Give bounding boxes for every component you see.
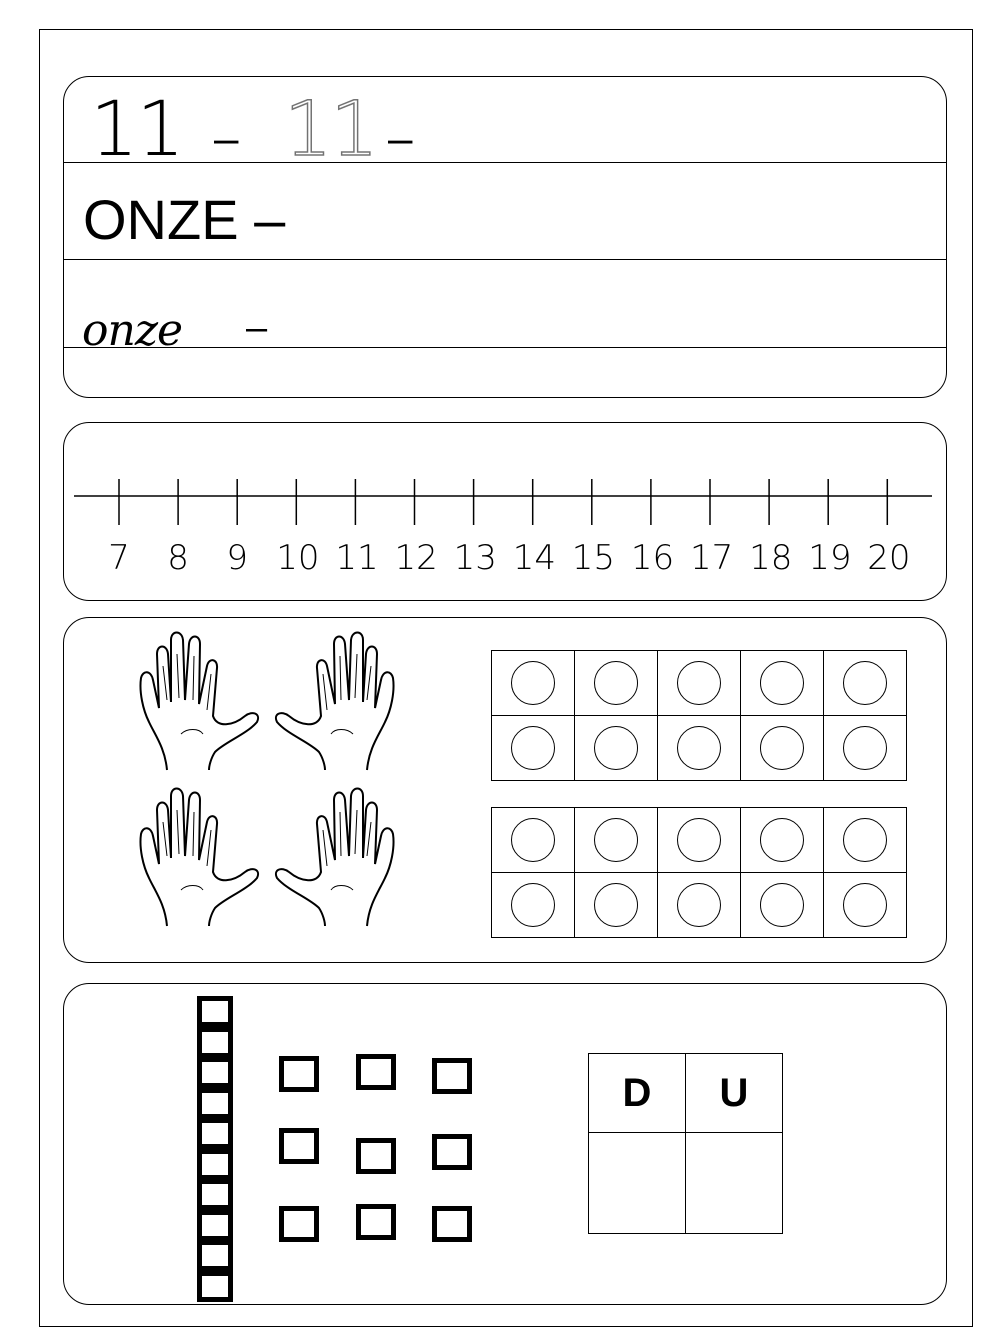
counter-circle bbox=[843, 883, 887, 927]
number-line-ticks bbox=[119, 479, 887, 525]
writing-line-2 bbox=[64, 259, 946, 260]
counter-circle bbox=[594, 883, 638, 927]
writing-line-1 bbox=[64, 162, 946, 163]
counter-circle bbox=[760, 818, 804, 862]
rod-segment bbox=[197, 1088, 233, 1119]
ten-frame-cell bbox=[824, 873, 907, 938]
numeral-dash-1: – bbox=[214, 114, 239, 163]
rod-segment bbox=[197, 1271, 233, 1302]
units-header: U bbox=[686, 1054, 783, 1133]
ten-frame-cell bbox=[741, 808, 824, 873]
counter-circle bbox=[843, 818, 887, 862]
ten-frame-2 bbox=[491, 807, 907, 938]
ten-frame-cell bbox=[575, 808, 658, 873]
ten-frame-cell bbox=[824, 716, 907, 781]
counter-circle bbox=[843, 661, 887, 705]
tick-label-9: 9 bbox=[226, 538, 248, 578]
counter-circle bbox=[677, 726, 721, 770]
tick-label-17: 17 bbox=[690, 538, 734, 578]
unit-cube bbox=[432, 1206, 472, 1242]
word-onze-cursive: onze bbox=[82, 305, 183, 356]
hand-icon-1 bbox=[140, 633, 258, 771]
tick-label-18: 18 bbox=[749, 538, 793, 578]
numeral-dash-2: – bbox=[388, 114, 413, 163]
writing-line-3 bbox=[64, 347, 946, 348]
unit-cube bbox=[356, 1054, 396, 1090]
ten-frame-cell bbox=[492, 873, 575, 938]
counter-circle bbox=[511, 883, 555, 927]
counter-circle bbox=[594, 726, 638, 770]
ten-frame-1 bbox=[491, 650, 907, 781]
rod-segment bbox=[197, 1240, 233, 1271]
tick-label-20: 20 bbox=[867, 538, 911, 578]
unit-cube bbox=[279, 1206, 319, 1242]
ten-frame-cell bbox=[492, 651, 575, 716]
tick-label-11: 11 bbox=[335, 538, 379, 578]
counter-circle bbox=[677, 661, 721, 705]
ten-frame-cell bbox=[824, 651, 907, 716]
units-answer-cell[interactable] bbox=[686, 1133, 783, 1234]
rod-segment bbox=[197, 1149, 233, 1180]
word-onze-print: ONZE – bbox=[83, 188, 286, 251]
ten-frame-cell bbox=[575, 873, 658, 938]
rod-segment bbox=[197, 1118, 233, 1149]
rod-segment bbox=[197, 1057, 233, 1088]
writing-practice-panel bbox=[63, 76, 947, 398]
unit-cube bbox=[356, 1204, 396, 1240]
ten-frame-cell bbox=[658, 873, 741, 938]
ten-frame-cell bbox=[741, 873, 824, 938]
tick-label-19: 19 bbox=[808, 538, 852, 578]
tick-label-14: 14 bbox=[512, 538, 556, 578]
numeral-eleven-traced: 11 bbox=[284, 84, 377, 173]
unit-cube bbox=[356, 1138, 396, 1174]
tick-label-15: 15 bbox=[571, 538, 616, 578]
ten-frame-cell bbox=[575, 651, 658, 716]
ten-frame-cell bbox=[658, 651, 741, 716]
counter-circle bbox=[760, 726, 804, 770]
ten-frame-cell bbox=[658, 716, 741, 781]
ten-frame-cell bbox=[741, 716, 824, 781]
ten-frame-cell bbox=[658, 808, 741, 873]
place-value-panel bbox=[63, 983, 947, 1305]
rod-segment bbox=[197, 996, 233, 1027]
counter-circle bbox=[511, 726, 555, 770]
ten-frame-cell bbox=[492, 808, 575, 873]
counter-circle bbox=[594, 818, 638, 862]
tens-rod bbox=[197, 996, 233, 1305]
counter-circle bbox=[760, 661, 804, 705]
tick-label-13: 13 bbox=[453, 538, 497, 578]
counter-circle bbox=[677, 883, 721, 927]
hand-icon-4 bbox=[276, 789, 394, 927]
tens-header: D bbox=[589, 1054, 686, 1133]
counter-circle bbox=[843, 726, 887, 770]
hand-icon-3 bbox=[140, 789, 258, 927]
number-line-panel bbox=[63, 422, 947, 601]
unit-cube bbox=[432, 1134, 472, 1170]
tick-label-12: 12 bbox=[394, 538, 438, 578]
counter-circle bbox=[594, 661, 638, 705]
ten-frame-cell bbox=[575, 716, 658, 781]
tick-label-8: 8 bbox=[167, 538, 189, 578]
rod-segment bbox=[197, 1179, 233, 1210]
place-value-table bbox=[588, 1053, 783, 1234]
tick-label-7: 7 bbox=[108, 538, 130, 578]
ten-frame-cell bbox=[741, 651, 824, 716]
counter-circle bbox=[677, 818, 721, 862]
counter-circle bbox=[511, 818, 555, 862]
counter-circle bbox=[760, 883, 804, 927]
unit-cube bbox=[279, 1056, 319, 1092]
rod-segment bbox=[197, 1027, 233, 1058]
counting-panel bbox=[63, 617, 947, 963]
hand-icon-2 bbox=[276, 633, 394, 771]
counter-circle bbox=[511, 661, 555, 705]
rod-segment bbox=[197, 1210, 233, 1241]
cursive-dash: – bbox=[246, 307, 268, 349]
numeral-eleven: 11 bbox=[90, 84, 183, 173]
tick-label-16: 16 bbox=[630, 538, 675, 578]
unit-cube bbox=[432, 1058, 472, 1094]
ten-frame-cell bbox=[824, 808, 907, 873]
unit-cube bbox=[279, 1128, 319, 1164]
ten-frame-cell bbox=[492, 716, 575, 781]
tens-answer-cell[interactable] bbox=[589, 1133, 686, 1234]
tick-label-10: 10 bbox=[276, 538, 320, 578]
